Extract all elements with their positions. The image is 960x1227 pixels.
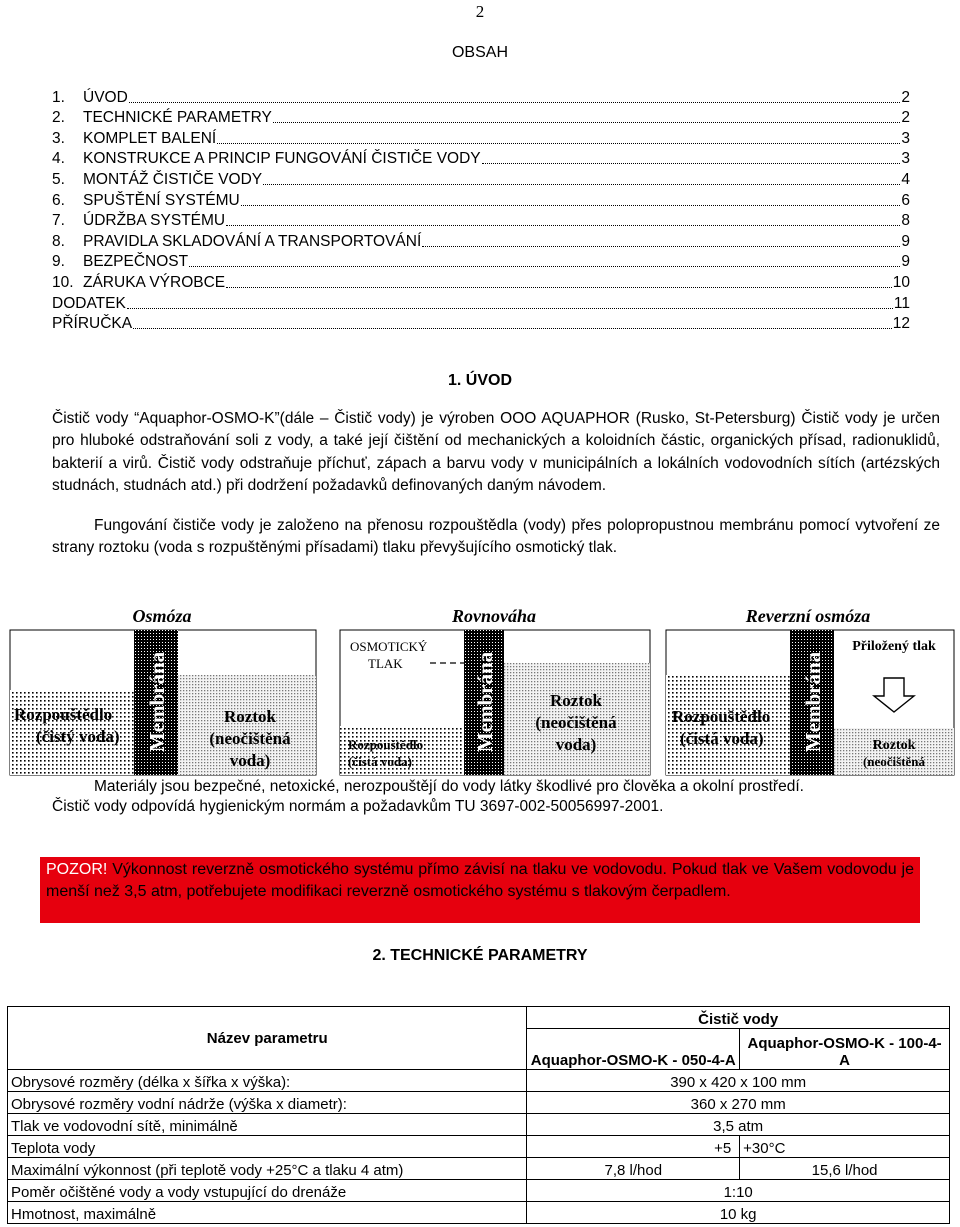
warning-label: POZOR! bbox=[46, 861, 108, 878]
model-2-header: Aquaphor-OSMO-K - 100-4-A bbox=[740, 1029, 950, 1070]
table-row bbox=[8, 1070, 950, 1092]
param-name: Maximální výkonnost (při teplotě vody +25°C a tlaku 4 atm) bbox=[8, 1158, 527, 1180]
panel-title-osmoza: Osmóza bbox=[132, 606, 192, 626]
toc-item-label: DODATEK bbox=[52, 294, 126, 312]
toc-item[interactable] bbox=[52, 251, 910, 272]
toc-item-page: 8 bbox=[901, 212, 910, 230]
toc-item-number: 1. bbox=[52, 88, 65, 106]
membrane-label: Membrána bbox=[801, 651, 825, 753]
materials-line-2: Čistič vody odpovídá hygienickým normám a požadavkům TU 3697-002-50056997-2001. bbox=[52, 798, 664, 815]
param-value: 390 x 420 x 100 mm bbox=[527, 1070, 950, 1092]
toc-leader bbox=[133, 328, 892, 329]
toc-item[interactable] bbox=[52, 292, 910, 313]
osmotic-pressure-label: OSMOTICKÝ bbox=[350, 639, 428, 654]
group-header: Čistič vody bbox=[527, 1007, 950, 1029]
param-name: Poměr očištěné vody a vody vstupující do drenáže bbox=[8, 1180, 527, 1202]
toc-leader bbox=[127, 308, 893, 309]
table-row bbox=[8, 1114, 950, 1136]
materials-line-1: Materiály jsou bezpečné, netoxické, nerozpouštějí do vody látky škodlivé pro člověka a okolní prostředí. bbox=[94, 778, 804, 795]
toc-item-number: 8. bbox=[52, 232, 65, 250]
table-row bbox=[8, 1180, 950, 1202]
toc-item[interactable] bbox=[52, 313, 910, 334]
toc-item-page: 2 bbox=[901, 88, 910, 106]
solvent-label-sub: (čistá voda) bbox=[680, 729, 764, 748]
toc-item-label: ÚVOD bbox=[83, 88, 128, 106]
toc-item-number: 6. bbox=[52, 191, 65, 209]
toc-leader bbox=[226, 287, 892, 288]
toc-item-number: 2. bbox=[52, 109, 65, 127]
toc-item[interactable] bbox=[52, 210, 910, 231]
toc-item-page: 4 bbox=[901, 170, 910, 188]
toc-item-page: 12 bbox=[892, 315, 910, 333]
toc-item-page: 6 bbox=[901, 191, 910, 209]
principle-paragraph: Fungování čističe vody je založeno na přenosu rozpouštědla (vody) přes polopropustnou membránu pomocí vytvoření ze strany roztoku (voda s rozpuštěnými přísadami) tlaku převyšujícího osmotický tlak. bbox=[52, 517, 940, 557]
toc-item-label: PŘÍRUČKA bbox=[52, 315, 133, 333]
osmotic-pressure-label-2: TLAK bbox=[368, 656, 403, 671]
toc-item-number: 9. bbox=[52, 253, 65, 271]
toc-leader bbox=[241, 205, 901, 206]
table-row bbox=[8, 1092, 950, 1114]
toc-item-label: BEZPEČNOST bbox=[83, 253, 189, 271]
param-value: 1:10 bbox=[527, 1180, 950, 1202]
toc-item-number: 7. bbox=[52, 212, 65, 230]
panel-title-rovnovaha: Rovnováha bbox=[451, 606, 537, 626]
param-value: 3,5 atm bbox=[527, 1114, 950, 1136]
param-name: Obrysové rozměry vodní nádrže (výška x diametr): bbox=[8, 1092, 527, 1114]
table-of-contents bbox=[52, 86, 910, 333]
param-value-2: +30°C bbox=[740, 1136, 950, 1158]
toc-item-label: PRAVIDLA SKLADOVÁNÍ A TRANSPORTOVÁNÍ bbox=[83, 232, 422, 250]
toc-item-page: 11 bbox=[893, 294, 910, 312]
model-1-header: Aquaphor-OSMO-K - 050-4-A bbox=[527, 1029, 740, 1070]
toc-leader bbox=[217, 143, 900, 144]
solvent-label: Rozpouštědlo bbox=[14, 705, 113, 724]
toc-item[interactable] bbox=[52, 107, 910, 128]
solution-label-sub: (neočištěná bbox=[862, 754, 926, 769]
panel-osmosis bbox=[10, 630, 316, 775]
toc-item-label: KONSTRUKCE A PRINCIP FUNGOVÁNÍ ČISTIČE VODY bbox=[83, 150, 481, 168]
toc-item-page: 3 bbox=[901, 150, 910, 168]
toc-item-number: 4. bbox=[52, 150, 65, 168]
solution-label: Roztok bbox=[224, 707, 276, 726]
param-name: Obrysové rozměry (délka x šířka x výška): bbox=[8, 1070, 527, 1092]
toc-item[interactable] bbox=[52, 148, 910, 169]
param-value: 360 x 270 mm bbox=[527, 1092, 950, 1114]
materials-text bbox=[52, 777, 940, 817]
toc-item-label: MONTÁŽ ČISTIČE VODY bbox=[83, 170, 263, 188]
toc-item[interactable] bbox=[52, 86, 910, 107]
toc-item-page: 9 bbox=[901, 253, 910, 271]
solvent-label: Rozpouštědlo bbox=[672, 707, 771, 726]
toc-item-number: 10. bbox=[52, 273, 74, 291]
param-header: Název parametru bbox=[8, 1007, 527, 1070]
table-row bbox=[8, 1136, 950, 1158]
toc-item-page: 9 bbox=[901, 232, 910, 250]
solution-label: Roztok bbox=[550, 691, 602, 710]
table-row bbox=[8, 1202, 950, 1224]
section-title-parametry: 2. TECHNICKÉ PARAMETRY bbox=[372, 947, 588, 964]
page-number: 2 bbox=[475, 2, 485, 21]
toc-leader bbox=[422, 246, 900, 247]
solution-label-sub2: voda) bbox=[555, 735, 597, 754]
toc-item[interactable] bbox=[52, 189, 910, 210]
solution-label-sub: (neočištěná bbox=[209, 729, 291, 748]
param-name: Teplota vody bbox=[8, 1136, 527, 1158]
parameters-table bbox=[7, 1006, 950, 1224]
intro-paragraph: Čistič vody “Aquaphor-OSMO-K”(dále – Čistič vody) je výroben OOO AQUAPHOR (Rusko, St-Petersburg) Čistič vody je určen pro hluboké odstraňování soli z vody, a také její čištění od mechanických a koloidních částic, organických přísad, radionuklidů, bakterií a virů. Čistič vody odstraňuje příchuť, zápach a barvu vody v municipálních a lokálních vodovodních sítích (artézských studnách, studnách atd.) při dodržení požadavků definovaných daným návodem. bbox=[52, 410, 940, 494]
toc-item-label: TECHNICKÉ PARAMETRY bbox=[83, 109, 272, 127]
applied-pressure-label: Přiložený tlak bbox=[852, 639, 936, 654]
toc-leader bbox=[263, 184, 900, 185]
solution-label: Roztok bbox=[872, 738, 916, 753]
toc-item-page: 3 bbox=[901, 129, 910, 147]
solution-label-sub2: voda) bbox=[229, 751, 271, 770]
toc-item[interactable] bbox=[52, 168, 910, 189]
toc-leader bbox=[189, 266, 900, 267]
panel-title-reverzni: Reverzní osmóza bbox=[745, 606, 871, 626]
toc-item[interactable] bbox=[52, 127, 910, 148]
toc-item-label: SPUŠTĚNÍ SYSTÉMU bbox=[83, 191, 240, 209]
solvent-label: Rozpouštědlo bbox=[348, 737, 424, 752]
toc-leader bbox=[129, 102, 901, 103]
param-name: Tlak ve vodovodní sítě, minimálně bbox=[8, 1114, 527, 1136]
osmosis-diagram bbox=[0, 600, 960, 778]
toc-item-label: KOMPLET BALENÍ bbox=[83, 129, 217, 147]
param-value-2: 15,6 l/hod bbox=[740, 1158, 950, 1180]
toc-item-page: 2 bbox=[901, 109, 910, 127]
toc-item[interactable] bbox=[52, 271, 910, 292]
warning-text: Výkonnost reverzně osmotického systému přímo závisí na tlaku ve vodovodu. Pokud tlak ve Vašem vodovodu je menší než 3,5 atm, potřebujete modifikaci reverzně osmotického systému s tlakovým čerpadlem. bbox=[46, 861, 914, 900]
toc-title: OBSAH bbox=[451, 44, 508, 61]
toc-leader bbox=[482, 163, 901, 164]
membrane-label: Membrána bbox=[473, 651, 497, 753]
table-header-row bbox=[8, 1007, 950, 1029]
toc-leader bbox=[226, 225, 900, 226]
toc-item-label: ZÁRUKA VÝROBCE bbox=[83, 273, 226, 291]
panel-equilibrium bbox=[340, 630, 650, 775]
toc-item-number: 3. bbox=[52, 129, 65, 147]
membrane-label: Membrána bbox=[145, 651, 169, 753]
param-name: Hmotnost, maximálně bbox=[8, 1202, 527, 1224]
toc-item-number: 5. bbox=[52, 170, 65, 188]
solvent-label-sub: (čistá voda) bbox=[348, 754, 412, 769]
toc-item[interactable] bbox=[52, 230, 910, 251]
toc-leader bbox=[273, 122, 900, 123]
solution-label-sub: (neočištěná bbox=[535, 713, 617, 732]
panel-reverse-osmosis bbox=[666, 630, 954, 775]
table-row bbox=[8, 1158, 950, 1180]
warning-box bbox=[40, 857, 920, 923]
solvent-label-sub: (čistý voda) bbox=[36, 727, 120, 746]
param-value-1: +5 bbox=[527, 1136, 740, 1158]
toc-item-page: 10 bbox=[892, 273, 910, 291]
toc-item-label: ÚDRŽBA SYSTÉMU bbox=[83, 212, 226, 230]
section-title-uvod: 1. ÚVOD bbox=[447, 372, 512, 389]
param-value: 10 kg bbox=[527, 1202, 950, 1224]
param-value-1: 7,8 l/hod bbox=[527, 1158, 740, 1180]
